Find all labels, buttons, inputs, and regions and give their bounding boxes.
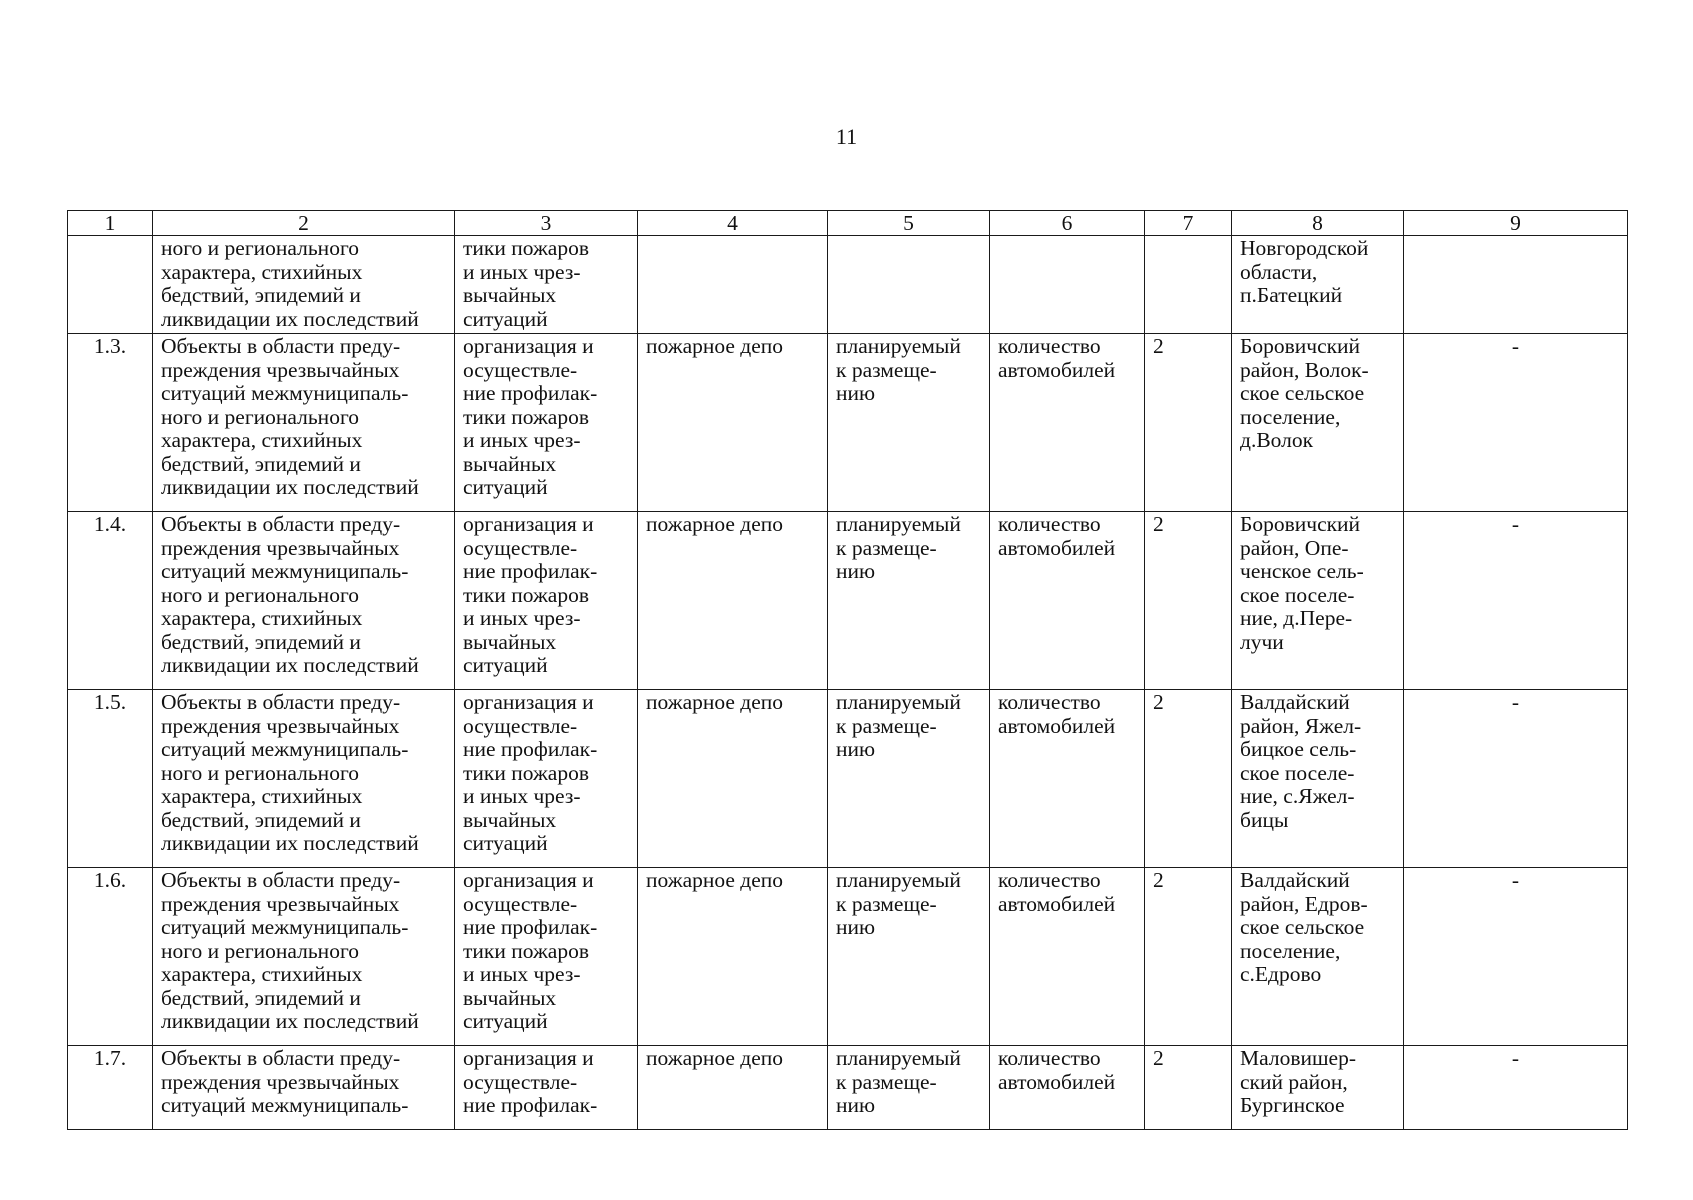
object-type [638,236,828,334]
object-characteristic: количество автомобилей [990,1046,1145,1130]
row-number: 1.4. [68,512,153,690]
characteristic-value: 2 [1145,868,1232,1046]
object-purpose: организация и осуществле- ние профилак- тики пожаров и иных чрез- вычайных ситуаций [455,334,638,512]
column-number-row [68,211,1628,236]
characteristic-value [1145,236,1232,334]
row-number: 1.7. [68,1046,153,1130]
object-location: Боровичский район, Опе- ченское сель- ское поселе- ние, д.Пере- лучи [1232,512,1404,690]
row-number: 1.5. [68,690,153,868]
column-number: 9 [1404,211,1628,236]
characteristic-value: 2 [1145,512,1232,690]
column-number: 4 [638,211,828,236]
column-number: 3 [455,211,638,236]
characteristic-value: 2 [1145,334,1232,512]
object-status: планируемый к размеще- нию [828,334,990,512]
table-row [68,1046,1628,1130]
object-location: Новгородской области, п.Батецкий [1232,236,1404,334]
page-number: 11 [835,124,858,149]
object-characteristic: количество автомобилей [990,334,1145,512]
row-number: 1.6. [68,868,153,1046]
object-type: пожарное депо [638,690,828,868]
object-type: пожарное депо [638,334,828,512]
object-name: Объекты в области преду- преждения чрезвычайных ситуаций межмуниципаль- ного и регионального характера, стихийных бедствий, эпидемий и ликвидации их последствий [153,868,455,1046]
column-number: 5 [828,211,990,236]
characteristic-value: 2 [1145,690,1232,868]
object-characteristic: количество автомобилей [990,690,1145,868]
table-body [68,211,1628,1130]
table-row [68,236,1628,334]
object-zone: - [1404,512,1628,690]
table-row [68,512,1628,690]
object-zone: - [1404,868,1628,1046]
object-name: Объекты в области преду- преждения чрезвычайных ситуаций межмуниципаль- ного и регионального характера, стихийных бедствий, эпидемий и ликвидации их последствий [153,334,455,512]
object-type: пожарное депо [638,868,828,1046]
object-characteristic: количество автомобилей [990,512,1145,690]
row-number: 1.3. [68,334,153,512]
column-number: 7 [1145,211,1232,236]
object-status [828,236,990,334]
object-name: Объекты в области преду- преждения чрезвычайных ситуаций межмуниципаль- ного и регионального характера, стихийных бедствий, эпидемий и ликвидации их последствий [153,690,455,868]
object-location: Валдайский район, Яжел- бицкое сель- ское поселе- ние, с.Яжел- бицы [1232,690,1404,868]
object-purpose: организация и осуществле- ние профилак- тики пожаров и иных чрез- вычайных ситуаций [455,690,638,868]
object-characteristic: количество автомобилей [990,868,1145,1046]
table-row [68,334,1628,512]
object-zone: - [1404,690,1628,868]
object-status: планируемый к размеще- нию [828,868,990,1046]
object-purpose: организация и осуществле- ние профилак- [455,1046,638,1130]
object-location: Боровичский район, Волок- ское сельское поселение, д.Волок [1232,334,1404,512]
object-type: пожарное депо [638,512,828,690]
object-status: планируемый к размеще- нию [828,512,990,690]
object-status: планируемый к размеще- нию [828,690,990,868]
objects-table [67,210,1628,1130]
object-type: пожарное депо [638,1046,828,1130]
object-characteristic [990,236,1145,334]
object-purpose: тики пожаров и иных чрез- вычайных ситуаций [455,236,638,334]
object-location: Валдайский район, Едров- ское сельское поселение, с.Едрово [1232,868,1404,1046]
column-number: 6 [990,211,1145,236]
object-zone [1404,236,1628,334]
object-status: планируемый к размеще- нию [828,1046,990,1130]
table-row [68,868,1628,1046]
object-purpose: организация и осуществле- ние профилак- тики пожаров и иных чрез- вычайных ситуаций [455,868,638,1046]
object-purpose: организация и осуществле- ние профилак- тики пожаров и иных чрез- вычайных ситуаций [455,512,638,690]
object-name: Объекты в области преду- преждения чрезвычайных ситуаций межмуниципаль- [153,1046,455,1130]
characteristic-value: 2 [1145,1046,1232,1130]
column-number: 1 [68,211,153,236]
object-location: Маловишер- ский район, Бургинское [1232,1046,1404,1130]
object-name: Объекты в области преду- преждения чрезвычайных ситуаций межмуниципаль- ного и регионального характера, стихийных бедствий, эпидемий и ликвидации их последствий [153,512,455,690]
table-row [68,690,1628,868]
column-number: 8 [1232,211,1404,236]
column-number: 2 [153,211,455,236]
row-number [68,236,153,334]
object-name: ного и регионального характера, стихийных бедствий, эпидемий и ликвидации их последствий [153,236,455,334]
object-zone: - [1404,1046,1628,1130]
object-zone: - [1404,334,1628,512]
